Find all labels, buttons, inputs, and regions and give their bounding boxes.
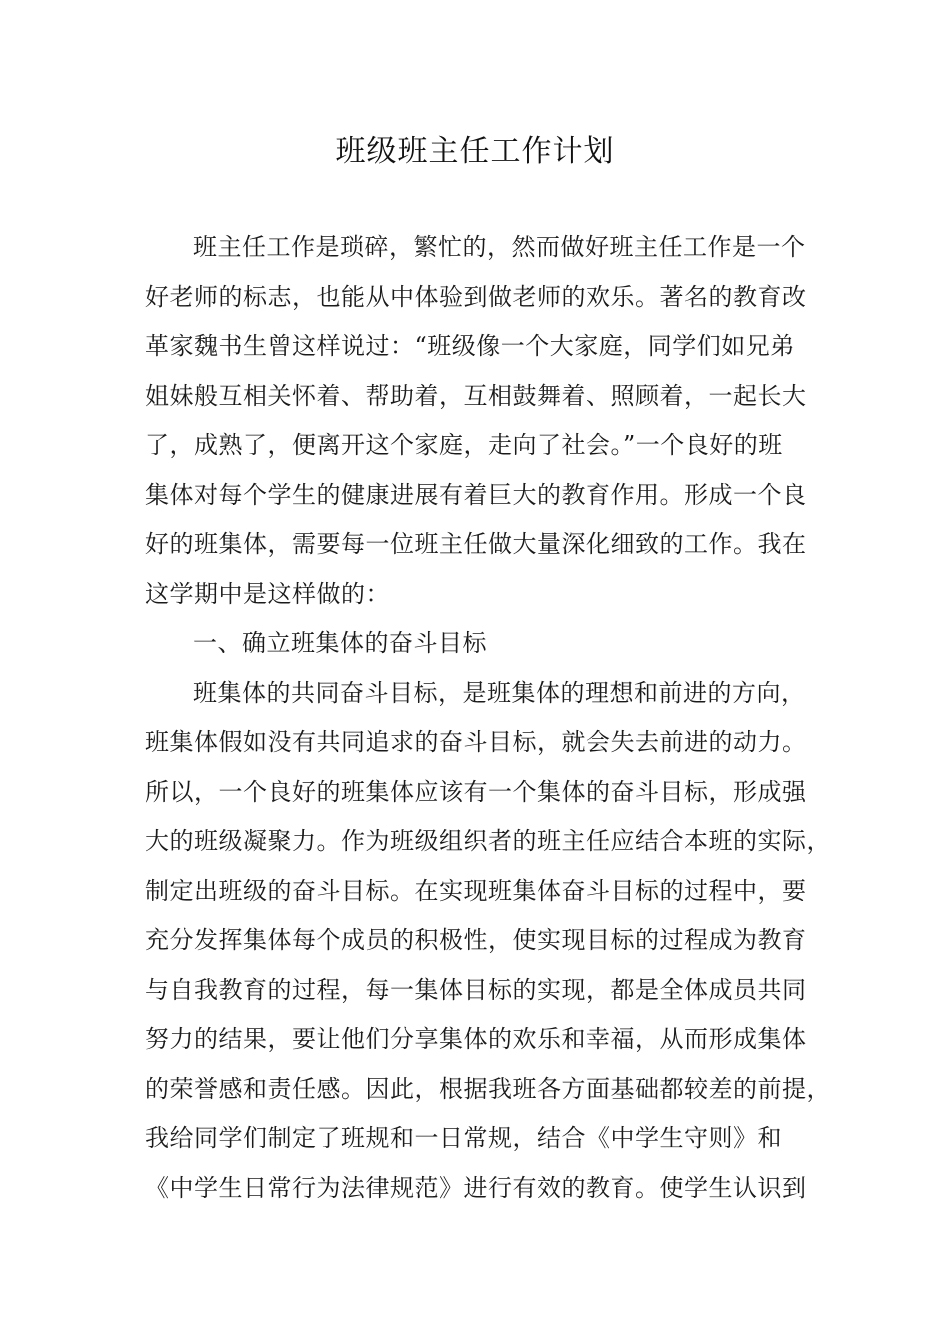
paragraph-line: 我给同学们制定了班规和一日常规，结合《中学生守则》和 <box>145 1124 782 1152</box>
paragraph-line: 班主任工作是琐碎，繁忙的，然而做好班主任工作是一个 <box>193 233 806 261</box>
paragraph-line: 班集体假如没有共同追求的奋斗目标，就会失去前进的动力。 <box>145 728 807 756</box>
paragraph-line: 好的班集体，需要每一位班主任做大量深化细致的工作。我在 <box>145 530 807 558</box>
paragraph-line: 集体对每个学生的健康进展有着巨大的教育作用。形成一个良 <box>145 481 807 509</box>
paragraph-line: 姐妹般互相关怀着、帮助着，互相鼓舞着、照顾着，一起长大 <box>145 382 807 410</box>
paragraph-line: 与自我教育的过程，每一集体目标的实现，都是全体成员共同 <box>145 976 807 1004</box>
document-title: 班级班主任工作计划 <box>335 134 615 169</box>
paragraph-line: 班集体的共同奋斗目标，是班集体的理想和前进的方向， <box>193 679 806 707</box>
paragraph-line: 大的班级凝聚力。作为班级组织者的班主任应结合本班的实际， <box>145 827 831 855</box>
paragraph-line: 《中学生日常行为法律规范》进行有效的教育。使学生认识到 <box>145 1174 807 1202</box>
paragraph-line: 所以，一个良好的班集体应该有一个集体的奋斗目标，形成强 <box>145 778 807 806</box>
paragraph-line: 的荣誉感和责任感。因此，根据我班各方面基础都较差的前提， <box>145 1075 831 1103</box>
paragraph-line: 制定出班级的奋斗目标。在实现班集体奋斗目标的过程中，要 <box>145 877 807 905</box>
paragraph-line: 革家魏书生曾这样说过：“班级像一个大家庭，同学们如兄弟 <box>145 332 795 360</box>
paragraph-line: 了，成熟了，便离开这个家庭，走向了社会。”一个良好的班 <box>145 431 783 459</box>
paragraph-line: 充分发挥集体每个成员的积极性，使实现目标的过程成为教育 <box>145 926 807 954</box>
paragraph-line: 这学期中是这样做的： <box>145 580 390 608</box>
paragraph-line: 好老师的标志，也能从中体验到做老师的欢乐。著名的教育改 <box>145 283 807 311</box>
paragraph-line: 努力的结果，要让他们分享集体的欢乐和幸福，从而形成集体 <box>145 1025 807 1053</box>
section-heading: 一、确立班集体的奋斗目标 <box>193 629 487 657</box>
